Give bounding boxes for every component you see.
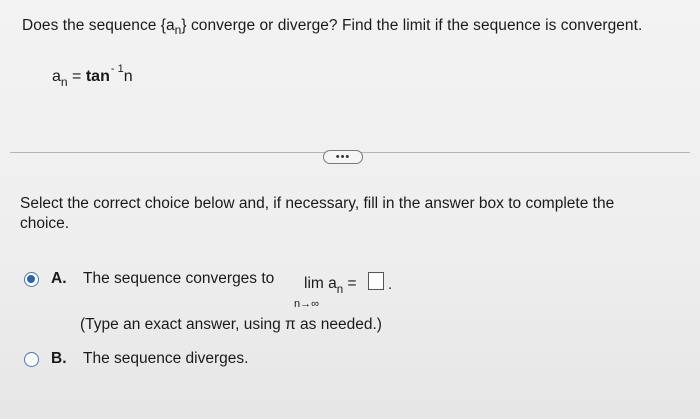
answer-hint: (Type an exact answer, using π as needed.) (80, 316, 382, 333)
choice-b-text: The sequence diverges. (83, 350, 249, 367)
more-options-button[interactable] (323, 150, 363, 164)
choice-a[interactable] (24, 270, 274, 288)
question-sub: n (174, 23, 182, 37)
question-text: Does the sequence $\{a_n\}$ converge or diverge? Find the limit if the sequence is convergent. (22, 17, 643, 37)
choice-a-radio[interactable] (24, 272, 39, 287)
limit-subscript: n→∞ (294, 298, 319, 310)
choice-b-radio[interactable] (24, 352, 39, 367)
ellipsis-icon: ••• (335, 151, 351, 163)
choice-b[interactable] (24, 350, 248, 368)
answer-period: . (388, 276, 393, 293)
choice-a-text: The sequence converges to (83, 270, 275, 287)
sequence-formula: $a_n = \tan^{- 1}n$ (52, 63, 133, 89)
instruction-text: Select the correct choice below and, if necessary, fill in the answer box to complete the choice. (20, 195, 615, 232)
limit-expression: $\lim a_n$ = (304, 275, 357, 296)
choice-b-letter: B. (51, 350, 67, 367)
choice-a-letter: A. (51, 270, 67, 287)
answer-box[interactable] (368, 272, 384, 290)
